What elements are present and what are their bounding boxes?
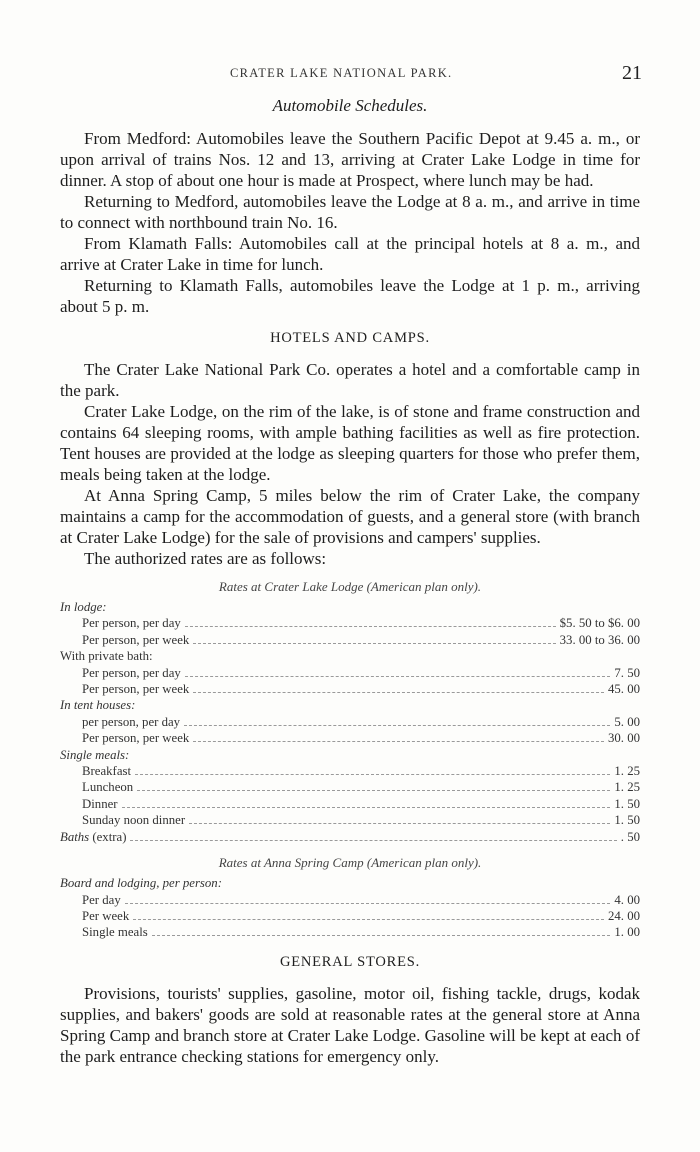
paragraph: Crater Lake Lodge, on the rim of the lake, is of stone and frame construction and contains 64 sleeping rooms, with ample bathing facilities as well as fire protection. Tent houses are provided at the lodge as sleeping quarters for those who prefer them, meals being taken at the lodge. [60, 402, 640, 484]
rate-value: $5. 50 to $6. 00 [559, 616, 640, 631]
rate-label: Per day [82, 892, 121, 907]
hotels-camps-heading: HOTELS AND CAMPS. [270, 330, 430, 346]
page-content [60, 96, 640, 1067]
rate-label: Luncheon [82, 780, 134, 795]
rate-row [60, 665, 640, 681]
leader-dots [185, 676, 611, 677]
rate-label: per person, per day [82, 714, 181, 729]
rate-row [60, 615, 640, 631]
rate-row [60, 714, 640, 730]
leader-dots [137, 790, 610, 791]
rate-label [60, 829, 126, 845]
page-number: 21 [622, 62, 642, 84]
paragraph: From Medford: Automobiles leave the Southern Pacific Depot at 9.45 a. m., or upon arrival of trains Nos. 12 and 13, arriving at Crater Lake Lodge in time for dinner. A stop of about one hour is made at Prospect, where lunch may be had. [60, 129, 640, 190]
camp-rates-caption: Rates at Anna Spring Camp (American plan only). [218, 855, 482, 871]
leader-dots [193, 643, 555, 644]
leader-dots [185, 626, 556, 627]
rate-value: 1. 50 [614, 796, 640, 811]
paragraph: Returning to Klamath Falls, automobiles leave the Lodge at 1 p. m., arriving about 5 p. m. [60, 276, 640, 316]
rate-label: Breakfast [82, 764, 132, 779]
rate-value: . 50 [620, 829, 640, 844]
rate-row [60, 779, 640, 795]
rate-row [60, 892, 640, 908]
leader-dots [125, 903, 611, 904]
automobile-schedules-text [60, 128, 640, 317]
leader-dots [130, 840, 616, 841]
rate-row [60, 924, 640, 940]
rate-category: With private bath: [60, 649, 153, 664]
baths-label: Baths [60, 829, 90, 844]
rate-value: 1. 25 [614, 780, 640, 795]
page-header [0, 62, 700, 86]
leader-dots [133, 919, 604, 920]
running-head: CRATER LAKE NATIONAL PARK. [230, 66, 453, 80]
rate-label: Sunday noon dinner [82, 813, 186, 828]
rate-value: 1. 00 [614, 925, 640, 940]
rate-value: 45. 00 [608, 682, 640, 697]
paragraph: Provisions, tourists' supplies, gasoline, motor oil, fishing tackle, drugs, kodak supplies, and bakers' goods are sold at reasonable rates at the general store at Anna Spring Camp and branch store at Crater Lake Lodge. Gasoline will be kept at each of the park entrance checking stations for emergency only. [60, 983, 640, 1066]
rate-category: Single meals: [60, 747, 130, 762]
rate-row [60, 763, 640, 779]
rate-label: Per week [82, 908, 130, 923]
rate-category: In tent houses: [60, 698, 136, 713]
rate-row [60, 829, 640, 845]
hotels-camps-text [60, 359, 640, 569]
rate-label: Per person, per week [82, 731, 190, 746]
paragraph: From Klamath Falls: Automobiles call at the principal hotels at 8 a. m., and arrive at Crater Lake in time for lunch. [60, 234, 640, 274]
leader-dots [135, 774, 610, 775]
rate-label: Single meals [82, 925, 148, 940]
rate-label: Per person, per week [82, 682, 190, 697]
rate-label: Per person, per week [82, 632, 190, 647]
rate-value: 33. 00 to 36. 00 [559, 632, 640, 647]
rate-category: Board and lodging, per person: [60, 876, 222, 891]
rate-value: 7. 50 [614, 665, 640, 680]
paragraph: At Anna Spring Camp, 5 miles below the rim of Crater Lake, the company maintains a camp for the accommodation of guests, and a general store (with branch at Crater Lake Lodge) for the sale of provisions and campers' supplies. [60, 486, 640, 547]
rate-value: 1. 50 [614, 813, 640, 828]
rate-label: Dinner [82, 796, 118, 811]
rate-value: 1. 25 [614, 764, 640, 779]
leader-dots [193, 692, 604, 693]
rate-row [60, 908, 640, 924]
paragraph: The authorized rates are as follows: [84, 549, 327, 568]
rate-value: 5. 00 [614, 714, 640, 729]
rate-category: In lodge: [60, 600, 107, 614]
rate-row [60, 796, 640, 812]
rate-row [60, 730, 640, 746]
leader-dots [122, 807, 611, 808]
camp-rates-table [60, 875, 640, 941]
automobile-schedules-heading: Automobile Schedules. [272, 96, 428, 115]
rate-value: 30. 00 [608, 731, 640, 746]
rate-row [60, 632, 640, 648]
rate-value: 4. 00 [614, 892, 640, 907]
lodge-rates-caption: Rates at Crater Lake Lodge (American plan only). [218, 579, 482, 594]
rate-label: Per person, per day [82, 665, 181, 680]
leader-dots [189, 823, 610, 824]
rate-value: 24. 00 [608, 908, 640, 923]
rate-row [60, 681, 640, 697]
lodge-rates-table [60, 599, 640, 845]
baths-extra: (extra) [92, 829, 127, 844]
rate-row [60, 812, 640, 828]
rate-label: Per person, per day [82, 616, 181, 631]
leader-dots [193, 741, 604, 742]
general-stores-heading: GENERAL STORES. [279, 953, 421, 970]
paragraph: Returning to Medford, automobiles leave the Lodge at 8 a. m., and arrive in time to connect with northbound train No. 16. [60, 192, 640, 232]
leader-dots [152, 935, 611, 936]
leader-dots [184, 725, 610, 726]
general-stores-text [60, 983, 640, 1067]
paragraph: The Crater Lake National Park Co. operates a hotel and a comfortable camp in the park. [60, 360, 640, 400]
